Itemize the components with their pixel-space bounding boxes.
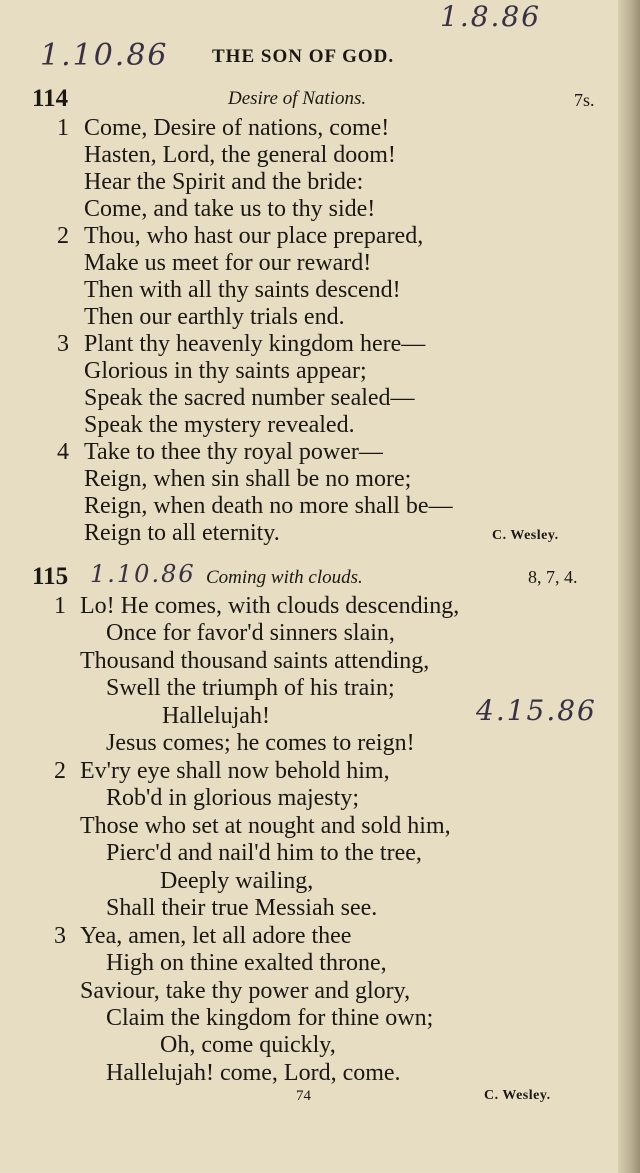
hymn-line: Jesus comes; he comes to reign! bbox=[106, 730, 415, 756]
hymn-line: Come, Desire of nations, come! bbox=[84, 115, 390, 141]
hymn-line: Pierc'd and nail'd him to the tree, bbox=[106, 840, 422, 866]
hymn-line: Swell the triumph of his train; bbox=[106, 675, 395, 701]
verse-number: 2 bbox=[57, 223, 69, 249]
hymn-line: Then our earthly trials end. bbox=[84, 304, 345, 330]
hymn-line: Those who set at nought and sold him, bbox=[80, 813, 451, 839]
hymn-line: Speak the mystery revealed. bbox=[84, 412, 355, 438]
hymn-title: Desire of Nations. bbox=[228, 88, 367, 109]
hymn-line: Saviour, take thy power and glory, bbox=[80, 978, 411, 1004]
hymn-line: Deeply wailing, bbox=[160, 868, 314, 894]
hymn-line: Hallelujah! bbox=[162, 703, 270, 729]
hymn-line: High on thine exalted throne, bbox=[106, 950, 387, 976]
hymn-line: Reign, when death no more shall be— bbox=[84, 493, 453, 519]
handwritten-date-inline: 1.10.86 bbox=[90, 560, 196, 588]
handwritten-date-top-left: 1.10.86 bbox=[40, 38, 169, 73]
hymn-line: Then with all thy saints descend! bbox=[84, 277, 401, 303]
hymn-line: Shall their true Messiah see. bbox=[106, 895, 378, 921]
hymn-number: 115 bbox=[32, 563, 69, 590]
hymn-line: Rob'd in glorious majesty; bbox=[106, 785, 359, 811]
hymn-line: Speak the sacred number sealed— bbox=[84, 385, 415, 411]
hymn-line: Reign, when sin shall be no more; bbox=[84, 466, 412, 492]
hymn-line: Hasten, Lord, the general doom! bbox=[84, 142, 396, 168]
hymn-line: Hallelujah! come, Lord, come. bbox=[106, 1060, 401, 1086]
running-head: THE SON OF GOD. bbox=[212, 46, 395, 67]
handwritten-date-margin: 4.15.86 bbox=[476, 694, 597, 727]
handwritten-date-top-right: 1.8.86 bbox=[440, 0, 542, 33]
hymn-line: Come, and take us to thy side! bbox=[84, 196, 376, 222]
verse-number: 1 bbox=[54, 593, 66, 619]
hymn-line: Oh, come quickly, bbox=[160, 1032, 336, 1058]
hymn-line: Yea, amen, let all adore thee bbox=[80, 923, 352, 949]
hymn-line: Glorious in thy saints appear; bbox=[84, 358, 367, 384]
hymn-author: C. Wesley. bbox=[484, 1088, 551, 1103]
verse-number: 4 bbox=[57, 439, 69, 465]
hymn-line: Claim the kingdom for thine own; bbox=[106, 1005, 434, 1031]
page-edge bbox=[618, 0, 640, 1173]
page-number: 74 bbox=[296, 1088, 311, 1104]
hymn-title: Coming with clouds. bbox=[206, 567, 363, 588]
hymn-line: Thousand thousand saints attending, bbox=[80, 648, 430, 674]
verse-number: 3 bbox=[57, 331, 69, 357]
hymn-meter: 8, 7, 4. bbox=[528, 567, 578, 587]
hymn-line: Take to thee thy royal power— bbox=[84, 439, 383, 465]
hymn-number: 114 bbox=[32, 85, 69, 112]
hymn-line: Plant thy heavenly kingdom here— bbox=[84, 331, 426, 357]
verse-number: 3 bbox=[54, 923, 66, 949]
hymn-line: Ev'ry eye shall now behold him, bbox=[80, 758, 390, 784]
hymn-line: Lo! He comes, with clouds descending, bbox=[80, 593, 460, 619]
hymn-meter: 7s. bbox=[574, 90, 595, 110]
hymn-line: Once for favor'd sinners slain, bbox=[106, 620, 395, 646]
verse-number: 1 bbox=[57, 115, 69, 141]
verse-number: 2 bbox=[54, 758, 66, 784]
hymn-line: Make us meet for our reward! bbox=[84, 250, 372, 276]
hymn-line: Hear the Spirit and the bride: bbox=[84, 169, 364, 195]
hymn-line: Thou, who hast our place prepared, bbox=[84, 223, 424, 249]
hymn-line: Reign to all eternity. bbox=[84, 520, 280, 546]
hymn-author: C. Wesley. bbox=[492, 528, 559, 543]
